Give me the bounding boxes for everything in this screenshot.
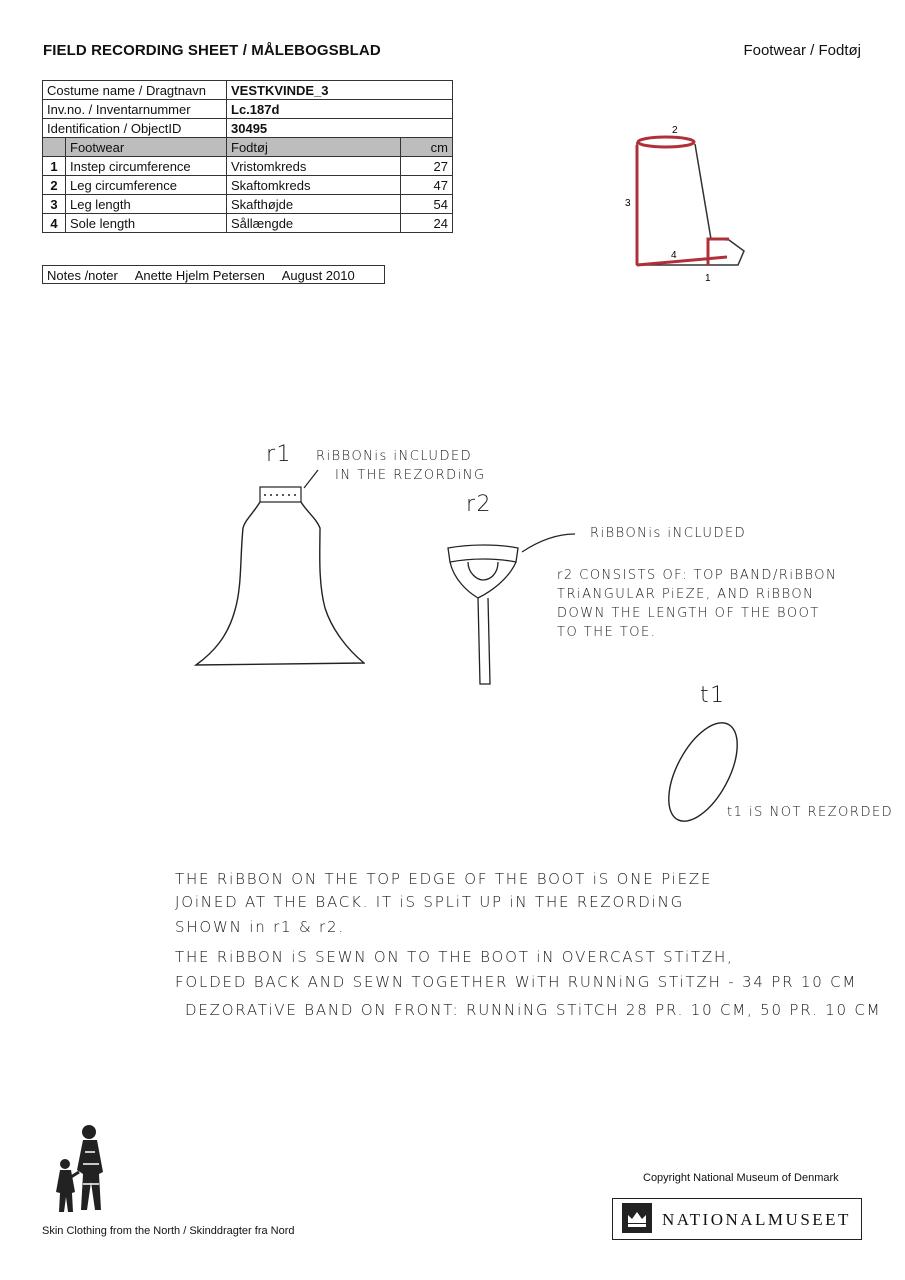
r1-note-2: IN THE REZORDiNG xyxy=(335,468,486,483)
table-row xyxy=(43,195,453,214)
r2-pointer xyxy=(522,534,575,552)
handwritten-line: FOLDED BACK AND SEWN TOGETHER WiTH RUNNiNG STiTZH - 34 PR 10 CM xyxy=(175,973,858,991)
notes-box xyxy=(42,265,385,284)
boot-outline xyxy=(637,142,744,265)
handwritten-line: DEZORATiVE BAND ON FRONT: RUNNiNG STiTCH 28 PR. 10 CM, 50 PR. 10 CM xyxy=(185,1001,882,1019)
id-row xyxy=(43,119,453,138)
notes-label: Notes /noter xyxy=(47,268,118,283)
row-cm: 47 xyxy=(401,176,453,195)
table-row xyxy=(43,176,453,195)
handwritten-line: SHOWN in r1 & r2. xyxy=(175,918,345,936)
row-en: Sole length xyxy=(66,214,227,233)
r2-ribbon-note: RiBBONis iNCLUDED xyxy=(590,526,747,541)
id-label: Identification / ObjectID xyxy=(43,119,227,138)
museum-name: NATIONALMUSEET xyxy=(662,1210,851,1229)
row-num: 1 xyxy=(43,157,66,176)
costume-value: VESTKVINDE_3 xyxy=(227,81,453,100)
r2-desc-3: DOWN THE LENGTH OF THE BOOT xyxy=(557,606,820,621)
r1-outline xyxy=(196,502,364,665)
r2-top-band xyxy=(448,545,518,562)
t1-note: t1 iS NOT REZORDED xyxy=(727,805,894,820)
diagram-label-2: 2 xyxy=(672,125,678,136)
table-header xyxy=(43,138,453,157)
diagram-label-4: 4 xyxy=(671,250,677,261)
r1-label: r1 xyxy=(266,442,293,467)
row-num: 2 xyxy=(43,176,66,195)
table-row xyxy=(43,157,453,176)
r1-note-1: RiBBONis iNCLUDED xyxy=(316,449,473,464)
costume-row xyxy=(43,81,453,100)
diagram-label-1: 1 xyxy=(705,273,711,284)
footer-caption: Skin Clothing from the North / Skinddragter fra Nord xyxy=(42,1225,295,1237)
handwritten-line: THE RiBBON ON THE TOP EDGE OF THE BOOT iS ONE PiEZE xyxy=(175,870,713,888)
row-da: Sållængde xyxy=(227,214,401,233)
inv-value: Lc.187d xyxy=(227,100,453,119)
category-label: Footwear / Fodtøj xyxy=(743,42,861,59)
row-da: Vristomkreds xyxy=(227,157,401,176)
sole-length-marker xyxy=(637,257,727,265)
notes-date: August 2010 xyxy=(281,268,355,283)
crown-icon xyxy=(622,1203,652,1233)
measurement-table xyxy=(42,80,453,233)
r1-sketch xyxy=(190,460,365,670)
row-cm: 24 xyxy=(401,214,453,233)
col-cm: cm xyxy=(401,138,453,157)
r1-pointer xyxy=(304,470,318,488)
inv-row xyxy=(43,100,453,119)
r2-desc-1: r2 CONSISTS OF: TOP BAND/RiBBON xyxy=(557,568,838,583)
inv-label: Inv.no. / Inventarnummer xyxy=(43,100,227,119)
row-da: Skaftomkreds xyxy=(227,176,401,195)
page-title: FIELD RECORDING SHEET / MÅLEBOGSBLAD xyxy=(43,42,381,59)
r2-ribbon-length xyxy=(478,598,490,684)
t1-label: t1 xyxy=(700,683,726,708)
id-value: 30495 xyxy=(227,119,453,138)
skin-clothing-logo xyxy=(45,1122,120,1217)
boot-measurement-diagram xyxy=(615,118,755,288)
instep-marker xyxy=(708,239,729,265)
handwritten-line: JOiNED AT THE BACK. IT iS SPLiT UP iN THE REZORDiNG xyxy=(175,893,685,911)
row-num: 4 xyxy=(43,214,66,233)
copyright-text: Copyright National Museum of Denmark xyxy=(643,1172,839,1184)
row-da: Skafthøjde xyxy=(227,195,401,214)
row-en: Instep circumference xyxy=(66,157,227,176)
row-en: Leg length xyxy=(66,195,227,214)
col-fodtoj: Fodtøj xyxy=(227,138,401,157)
r2-desc-4: TO THE TOE. xyxy=(557,625,657,640)
leg-circumference-marker xyxy=(638,137,694,147)
notes-author: Anette Hjelm Petersen xyxy=(134,268,265,283)
row-cm: 27 xyxy=(401,157,453,176)
col-footwear: Footwear xyxy=(66,138,227,157)
row-cm: 54 xyxy=(401,195,453,214)
r2-label: r2 xyxy=(466,492,493,517)
costume-label: Costume name / Dragtnavn xyxy=(43,81,227,100)
table-row xyxy=(43,214,453,233)
r2-desc-2: TRiANGULAR PiEZE, AND RiBBON xyxy=(557,587,815,602)
handwritten-line: THE RiBBON iS SEWN ON TO THE BOOT iN OVERCAST STiTZH, xyxy=(175,948,734,966)
diagram-label-3: 3 xyxy=(625,198,631,209)
row-en: Leg circumference xyxy=(66,176,227,195)
row-num: 3 xyxy=(43,195,66,214)
